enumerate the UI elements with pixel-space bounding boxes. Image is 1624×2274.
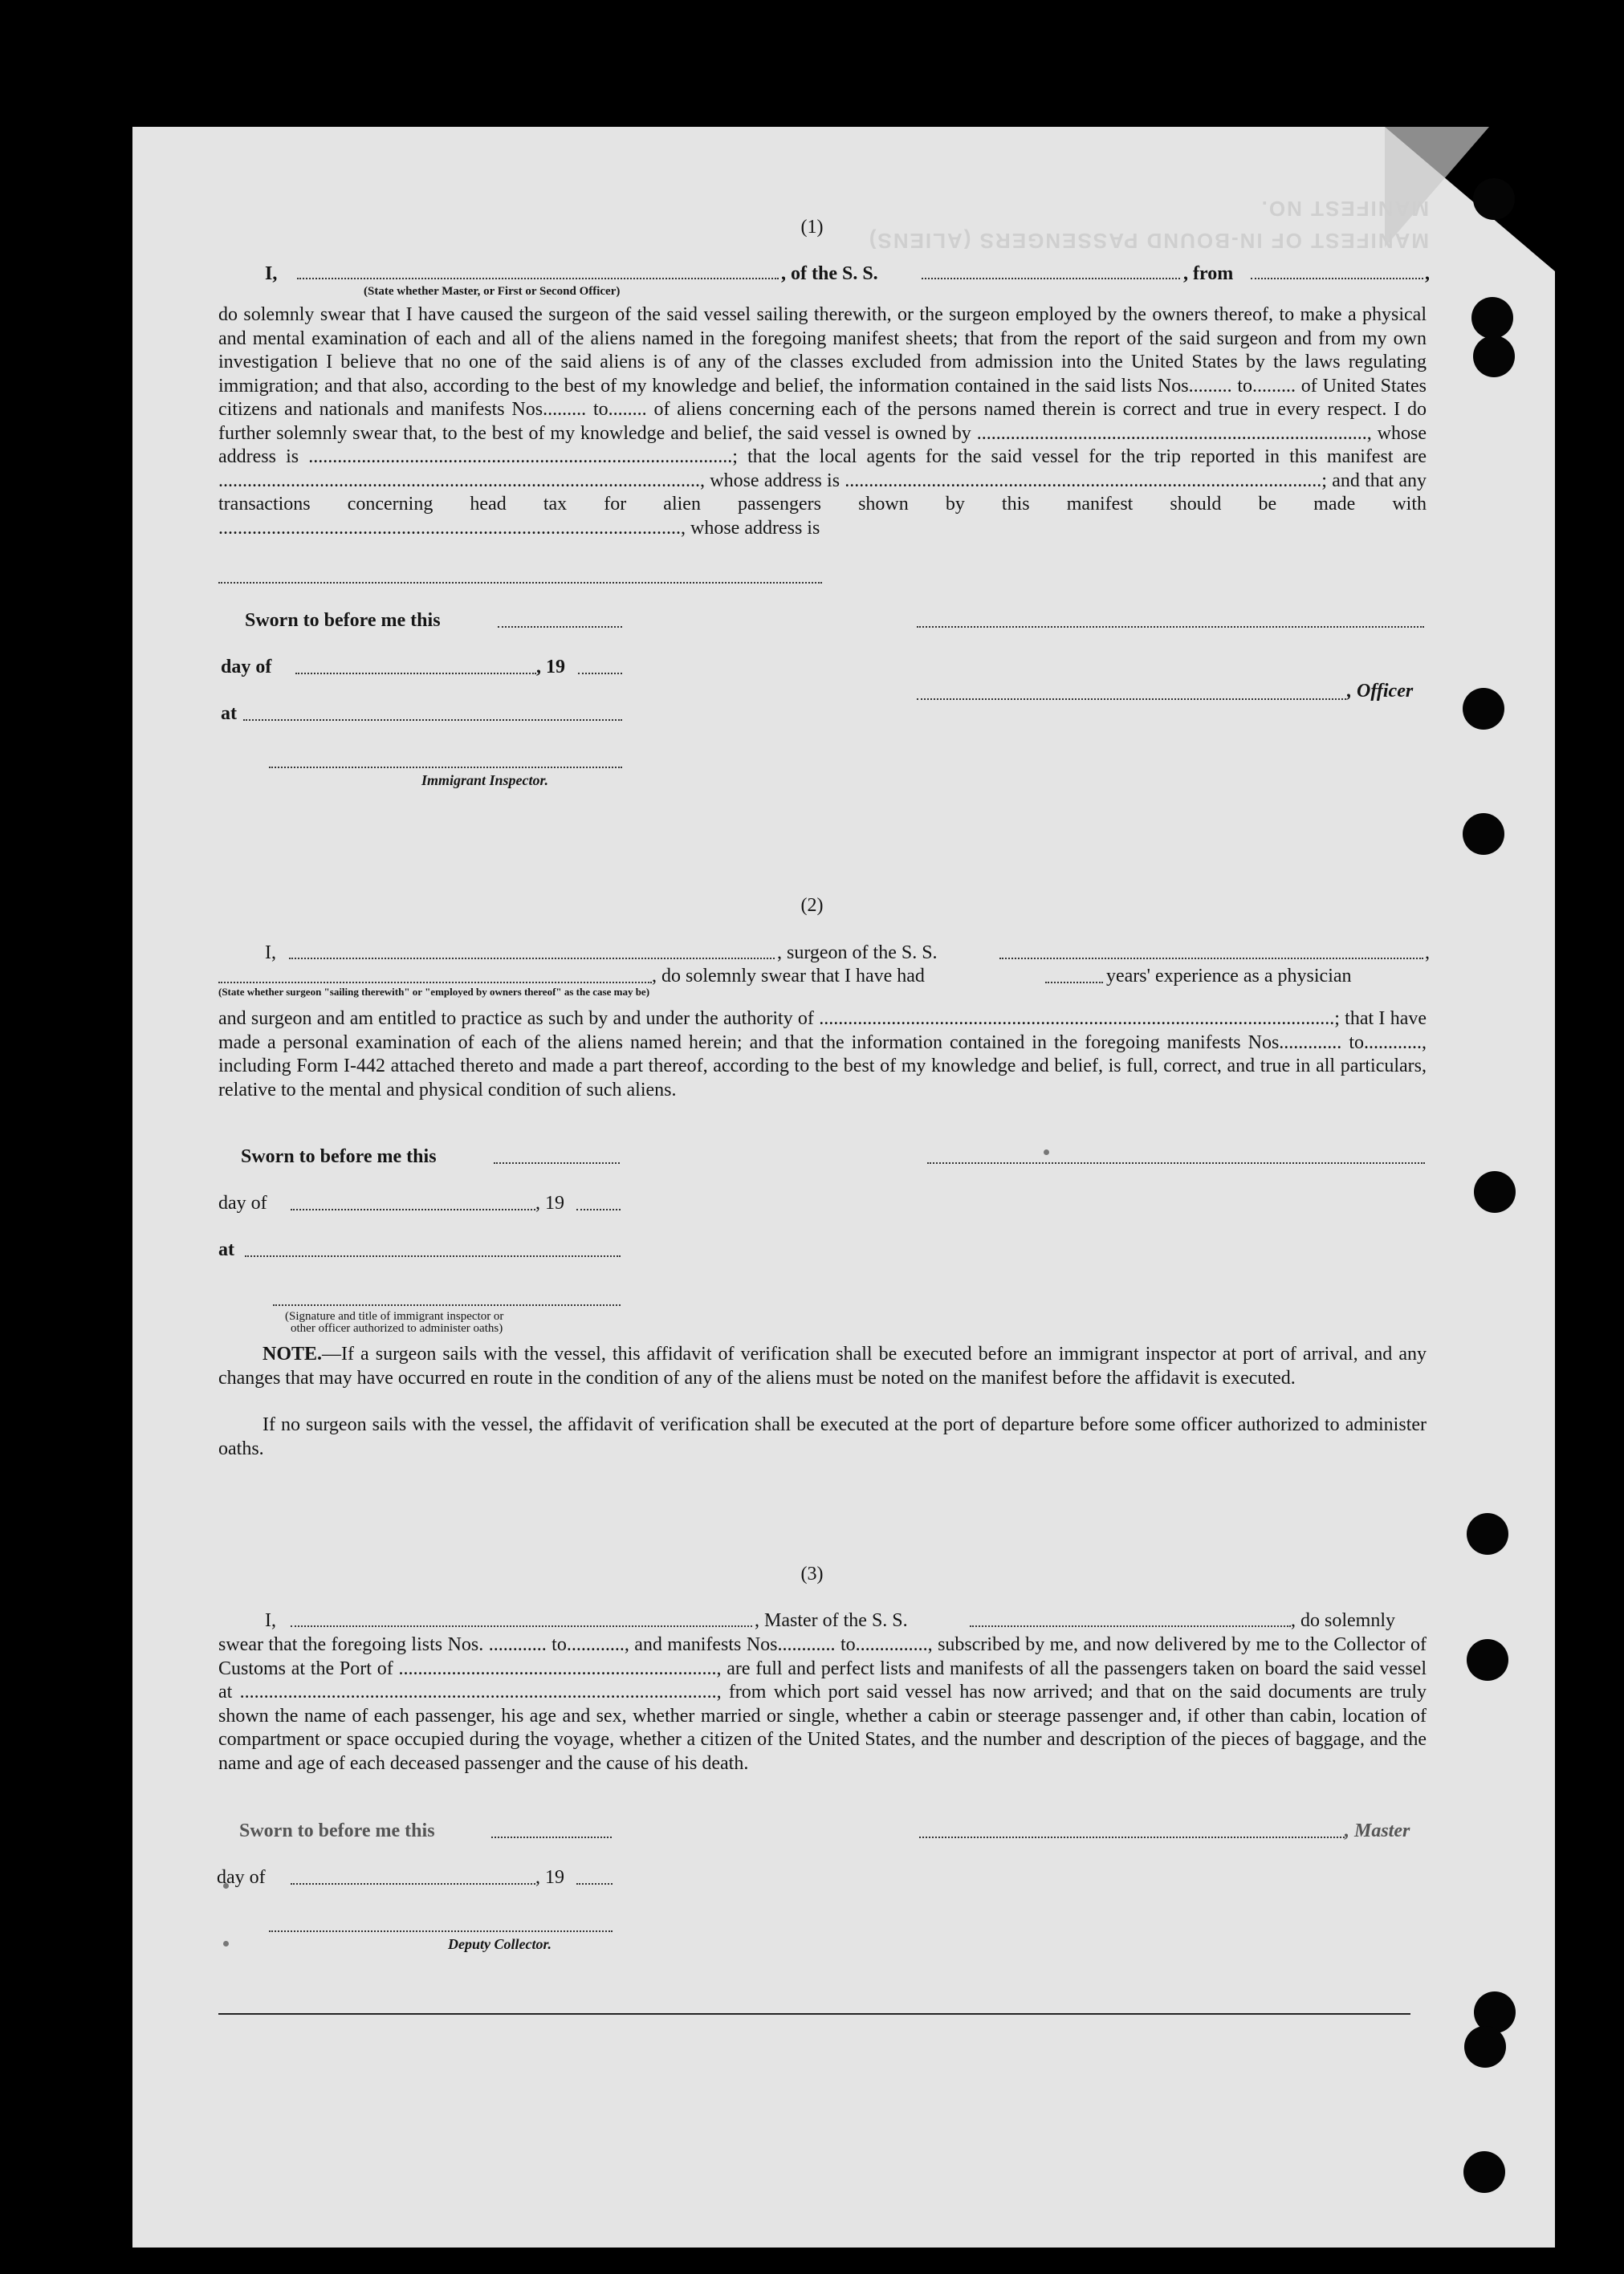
s2-note-text: —If a surgeon sails with the vessel, this affidavit of verification shall be executed before an immigrant inspector at port of arrival, and any changes that may have occurred en route in the condition of any of the aliens must be noted on the manifest before the affidavit is executed.: [218, 1344, 1427, 1389]
s1-inspector-caption: Immigrant Inspector.: [421, 772, 549, 788]
s1-from-label: , from: [1183, 263, 1234, 284]
s2-sig-note-1: (Signature and title of immigrant inspector or: [285, 1310, 504, 1323]
punch-hole: [1467, 1639, 1508, 1681]
s3-sworn-label: Sworn to before me this: [239, 1820, 435, 1841]
s2-swear-label: , do solemnly swear that I have had: [652, 966, 925, 986]
s3-deputy-caption: Deputy Collector.: [448, 1936, 552, 1952]
s1-from-port-field[interactable]: [1251, 278, 1423, 279]
s1-oath-text: do solemnly swear that I have caused the surgeon of the said vessel sailing therewith, or the surgeon employed by the owners thereof, to make a physical and mental examination of each and all of the aliens named in the foregoing manifest sheets; that from the report of the said surgeon and from my own investigation I believe that no one of the said aliens is of any of the classes excluded from admission into the United States by the laws regulating immigration; and that also, according to the best of my knowledge and belief, the information contained in the said lists Nos......... to......... of United States citizens and nationals and manifests Nos......... to........ of aliens concerning each of the persons named therein is correct and true in every respect. I do further solemnly swear that, to the best of my knowledge and belief, the said vessel is owned by ................................................................................., whose address is ........................................................................................; that the local agents for the said vessel for the trip reported in this manifest are ...................................................................................................., whose address is ...................................................................................................; and that any transactions concerning head tax for alien passengers shown by this manifest should be made with ................................................................................................, whose address is: [218, 304, 1427, 539]
s2-surgeon-name-field[interactable]: [289, 958, 775, 959]
punch-hole: [1473, 178, 1515, 220]
section-3-number: (3): [800, 1564, 824, 1584]
s2-sworn-label: Sworn to before me this: [241, 1146, 437, 1167]
s2-note-label: NOTE.: [263, 1344, 323, 1365]
s1-at-label: at: [221, 703, 237, 724]
s1-tax-address-field[interactable]: [218, 582, 822, 584]
s1-sworn-label: Sworn to before me this: [245, 610, 441, 631]
s2-vessel-field[interactable]: [999, 958, 1423, 959]
s1-state-note: (State whether Master, or First or Second Officer): [364, 285, 621, 298]
s3-year-label: , 19: [535, 1867, 564, 1888]
s2-years-field[interactable]: [1045, 982, 1103, 983]
s2-note-paragraph: [218, 1343, 1427, 1390]
punch-hole: [1474, 1171, 1516, 1213]
s2-year-label: , 19: [535, 1193, 564, 1214]
s2-sig-note-2: other officer authorized to administer oaths): [291, 1322, 503, 1335]
punch-hole: [1464, 2026, 1506, 2068]
s2-i-label: I,: [265, 942, 276, 963]
s2-state-note: (State whether surgeon "sailing therewith" or "employed by owners thereof" as the case may be): [218, 986, 650, 998]
s1-officer-label: , Officer: [1347, 681, 1414, 702]
s2-oath-text: and surgeon and am entitled to practice as such by and under the authority of ...........................................................................................................; that I have made a personal examination of each of the aliens named herein; and that the information contained in the foregoing manifests Nos............. to............, including Form I-442 attached thereto and made a part thereof, according to the best of my knowledge and belief, is full, correct, and true in all particulars, relative to the mental and physical condition of such aliens.: [218, 1008, 1427, 1100]
s2-comma: ,: [1425, 942, 1430, 963]
ghost-line-2: MANIFEST NO.: [1260, 197, 1429, 221]
s3-day-month-field[interactable]: [291, 1883, 535, 1885]
s1-officer-signature-field[interactable]: [917, 626, 1424, 628]
s3-master-of-label: , Master of the S. S.: [755, 1610, 908, 1631]
s3-master-signature-field[interactable]: [919, 1837, 1345, 1838]
s3-oath-text: swear that the foregoing lists Nos. ............ to............, and manifests Nos............ to..............., subscribed by me, and now delivered by me to the Collector of Customs at the Port of .................................................................., are full and perfect lists and manifests of all the passengers taken on board the said vessel at ..................................................................................................., from which port said vessel has now arrived; and that on the said documents are truly shown the name of each passenger, his age and sex, whether married or single, whether a cabin or steerage passenger and, if other than cabin, location of compartment or space occupied during the voyage, whether a citizen of the United States, and the number and description of the pieces of baggage, and the name and age of each deceased passenger and the cause of his death.: [218, 1634, 1427, 1774]
bleed-through-text: [241, 144, 1429, 257]
ghost-line-1: MANIFEST OF IN-BOUND PASSENGERS (ALIENS): [867, 229, 1429, 253]
s2-day-of-label: day of: [218, 1193, 267, 1214]
s3-sworn-day-field[interactable]: [491, 1837, 612, 1838]
s1-officer-title-field[interactable]: [917, 698, 1346, 700]
punch-hole: [1463, 2151, 1505, 2193]
s1-comma: ,: [1425, 263, 1430, 284]
s2-surgeon-of-label: , surgeon of the S. S.: [777, 942, 938, 963]
s2-surgeon-signature-field[interactable]: [927, 1162, 1425, 1164]
s3-master-label: , Master: [1345, 1820, 1410, 1841]
section-2-number: (2): [800, 895, 824, 916]
section-1-number: (1): [800, 217, 824, 238]
s1-day-of-label: day of: [221, 657, 272, 677]
s1-officer-name-field[interactable]: [297, 278, 779, 279]
s2-status-field[interactable]: [218, 982, 652, 983]
punch-hole: [1463, 813, 1504, 855]
s2-note2-text: If no surgeon sails with the vessel, the affidavit of verification shall be executed at the port of departure before some officer authorized to administer oaths.: [218, 1414, 1427, 1459]
s1-year-label: , 19: [536, 657, 565, 677]
s2-day-month-field[interactable]: [291, 1209, 535, 1210]
s3-year-field[interactable]: [576, 1883, 613, 1885]
s2-sworn-day-field[interactable]: [494, 1162, 620, 1164]
s2-years-label: years' experience as a physician: [1106, 966, 1352, 986]
s1-sworn-day-field[interactable]: [498, 626, 622, 628]
punch-hole: [1463, 688, 1504, 730]
s2-year-field[interactable]: [576, 1209, 621, 1210]
s1-i-label: I,: [265, 263, 278, 284]
punch-hole: [1467, 1513, 1508, 1555]
s2-inspector-signature-field[interactable]: [273, 1304, 621, 1306]
s2-at-label: at: [218, 1239, 234, 1260]
s1-of-ss-label: , of the S. S.: [781, 263, 878, 284]
punch-hole: [1471, 297, 1513, 339]
s1-day-month-field[interactable]: [295, 673, 536, 674]
s1-at-place-field[interactable]: [243, 719, 622, 721]
s3-vessel-field[interactable]: [970, 1625, 1291, 1627]
s1-inspector-signature-field[interactable]: [269, 767, 622, 768]
s3-deputy-signature-field[interactable]: [269, 1930, 613, 1932]
bottom-rule: [218, 2013, 1410, 2015]
punch-hole: [1473, 336, 1515, 377]
s3-day-of-label: day of: [217, 1867, 266, 1888]
s3-do-solemnly-label: , do solemnly: [1291, 1610, 1395, 1631]
s1-vessel-name-field[interactable]: [922, 278, 1180, 279]
s3-master-name-field[interactable]: [291, 1625, 752, 1627]
paper-speck: [1044, 1149, 1049, 1155]
paper-speck: [223, 1941, 229, 1947]
s3-i-label: I,: [265, 1610, 276, 1631]
s2-at-place-field[interactable]: [245, 1255, 621, 1257]
s1-year-field[interactable]: [578, 673, 622, 674]
